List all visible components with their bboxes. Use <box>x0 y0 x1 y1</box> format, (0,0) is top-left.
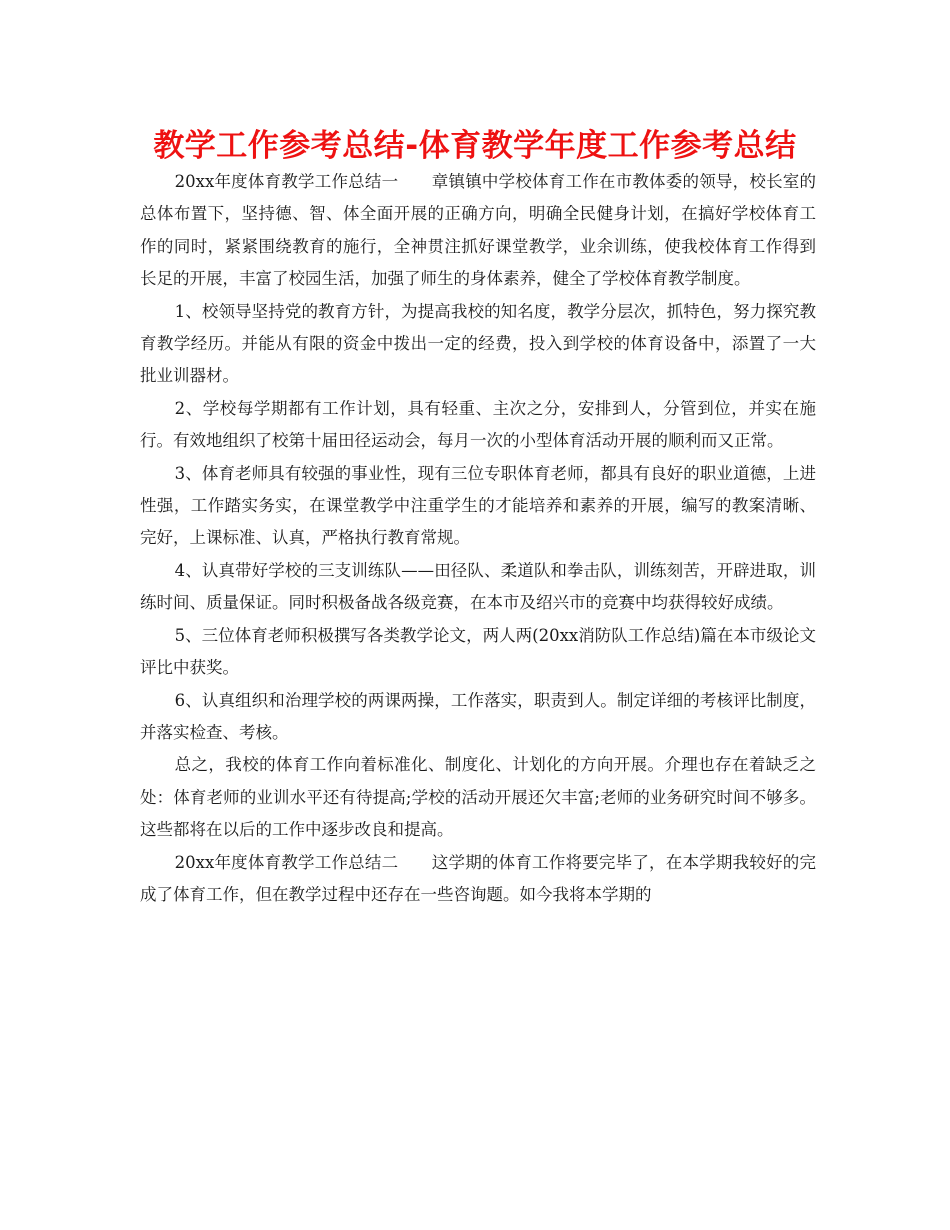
paragraph-summary-two: 20xx年度体育教学工作总结二 这学期的体育工作将要完毕了，在本学期我较好的完成了体育工作，但在教学过程中还存在一些咨询题。如今我将本学期的 <box>140 852 816 904</box>
paragraph-item-6: 6、认真组织和治理学校的两课两操，工作落实，职责到人。制定详细的考核评比制度，并落实检查、考核。 <box>140 690 816 742</box>
paragraph-item-1: 1、校领导坚持党的教育方针，为提高我校的知名度，教学分层次，抓特色，努力探究教育教学经历。并能从有限的资金中拨出一定的经费，投入到学校的体育设备中，添置了一大批业训器材。 <box>140 301 816 386</box>
paragraph-item-5: 5、三位体育老师积极撰写各类教学论文，两人两(20xx消防队工作总结)篇在本市级论文评比中获奖。 <box>140 625 816 678</box>
document-body <box>140 166 816 911</box>
paragraph-conclusion: 总之，我校的体育工作向着标准化、制度化、计划化的方向开展。介理也存在着缺乏之处：体育老师的业训水平还有待提高;学校的活动开展还欠丰富;老师的业务研究时间不够多。这些都将在以后的工作中逐步改良和提高。 <box>140 755 816 840</box>
paragraph-item-4: 4、认真带好学校的三支训练队——田径队、柔道队和拳击队，训练刻苦，开辟进取，训练时间、质量保证。同时积极备战各级竞赛，在本市及绍兴市的竞赛中均获得较好成绩。 <box>140 560 816 613</box>
paragraph-item-2: 2、学校每学期都有工作计划，具有轻重、主次之分，安排到人，分管到位，并实在施行。有效地组织了校第十届田径运动会，每月一次的小型体育活动开展的顺利而又正常。 <box>140 398 816 451</box>
document-title: 教学工作参考总结-体育教学年度工作参考总结 <box>153 128 797 164</box>
paragraph-item-3: 3、体育老师具有较强的事业性，现有三位专职体育老师，都具有良好的职业道德，上进性强，工作踏实务实，在课堂教学中注重学生的才能培养和素养的开展，编写的教案清晰、完好，上课标准、认真，严格执行教育常规。 <box>140 463 816 548</box>
paragraph-intro: 20xx年度体育教学工作总结一 章镇镇中学校体育工作在市教体委的领导，校长室的总体布置下，坚持德、智、体全面开展的正确方向，明确全民健身计划，在搞好学校体育工作的同时，紧紧围绕教育的施行，全神贯注抓好课堂教学，业余训练，使我校体育工作得到长足的开展，丰富了校园生活，加强了师生的身体素养，健全了学校体育教学制度。 <box>140 172 816 289</box>
